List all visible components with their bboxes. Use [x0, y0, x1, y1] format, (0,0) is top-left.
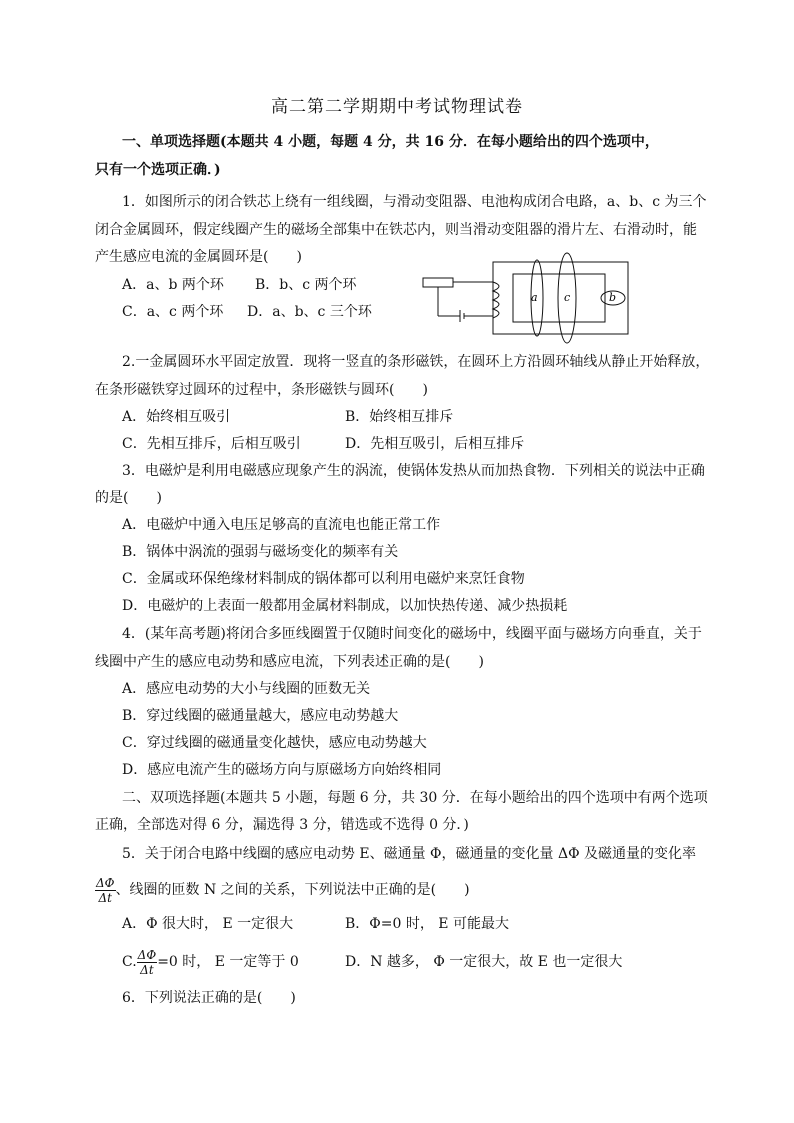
rheostat [423, 278, 453, 287]
q5-option-c-prefix: C. [122, 954, 137, 970]
q4-option-a: A．感应电动势的大小与线圈的匝数无关 [122, 681, 371, 697]
section1-heading-cont: 只有一个选项正确．) [95, 162, 221, 178]
page-title: 高二第二学期期中考试物理试卷 [271, 97, 523, 117]
q1-option-b: B．b、c 两个环 [255, 277, 357, 293]
q3-stem-line1: 3．电磁炉是利用电磁感应现象产生的涡流，使锅体发热从而加热食物．下列相关的说法中正确 [122, 463, 705, 479]
q1-stem-line2: 闭合金属圆环，假定线圈产生的磁场全部集中在铁芯内，则当滑动变阻器的滑片左、右滑动时，能 [95, 222, 697, 238]
q2-option-a: A．始终相互吸引 [122, 409, 231, 425]
q4-stem-line1: 4．(某年高考题)将闭合多匝线圈置于仅随时间变化的磁场中，线圈平面与磁场方向垂直，关于 [122, 626, 702, 642]
q6-stem-line1: 6．下列说法正确的是( ) [122, 990, 296, 1006]
q4-option-d: D．感应电流产生的磁场方向与原磁场方向始终相同 [122, 762, 442, 778]
q2-stem-line1: 2.一金属圆环水平固定放置．现将一竖直的条形磁铁，在圆环上方沿圆环轴线从静止开始释放， [122, 354, 710, 370]
q1-circuit-figure [420, 252, 635, 347]
q3-stem-line2: 的是( ) [95, 490, 162, 506]
q3-option-c: C．金属或环保绝缘材料制成的锅体都可以利用电磁炉来烹饪食物 [122, 571, 525, 587]
fraction-denominator-c: Δt [140, 962, 154, 977]
q5-stem-line1: 5．关于闭合电路中线圈的感应电动势 E、磁通量 Φ，磁通量的变化量 ΔΦ 及磁通量的变化率 [122, 846, 696, 862]
q4-option-c: C．穿过线圈的磁通量变化越快，感应电动势越大 [122, 735, 427, 751]
q2-option-b: B．始终相互排斥 [345, 409, 454, 425]
ring-a-label: a [531, 291, 538, 304]
q4-option-b: B．穿过线圈的磁通量越大，感应电动势越大 [122, 708, 399, 724]
q5-stem-line2 [95, 872, 705, 908]
q1-option-a: A．a、b 两个环 [122, 277, 224, 293]
q4-stem-line2: 线圈中产生的感应电动势和感应电流，下列表述正确的是( ) [95, 654, 484, 670]
coil [493, 282, 499, 318]
section2-heading: 二、双项选择题(本题共 5 小题，每题 6 分，共 30 分．在每小题给出的四个选项中有两个选项 [122, 790, 708, 806]
q3-option-d: D．电磁炉的上表面一般都用金属材料制成，以加快热传递、减少热损耗 [122, 598, 568, 614]
q2-stem-line2: 在条形磁铁穿过圆环的过程中，条形磁铁与圆环( ) [95, 382, 428, 398]
q3-option-a: A．电磁炉中通入电压足够高的直流电也能正常工作 [122, 517, 441, 533]
q1-stem-line1: 1．如图所示的闭合铁芯上绕有一组线圈，与滑动变阻器、电池构成闭合电路，a、b、c 为三个 [122, 194, 707, 210]
q1-stem-line3: 产生感应电流的金属圆环是( ) [95, 249, 302, 265]
rate-fraction-c [137, 948, 158, 977]
section1-heading: 一、单项选择题(本题共 4 小题，每题 4 分，共 16 分．在每小题给出的四个选项中， [122, 134, 659, 150]
fraction-numerator-c: ΔΦ [137, 947, 157, 962]
q1-option-d: D．a、b、c 三个环 [247, 304, 372, 320]
fraction-denominator: Δt [98, 890, 112, 905]
q5-stem-line2-text: 、线圈的匝数 N 之间的关系，下列说法中正确的是( ) [115, 882, 470, 898]
q2-option-d: D．先相互吸引，后相互排斥 [345, 436, 525, 452]
q5-option-a: A．Φ 很大时， E 一定很大 [122, 916, 294, 932]
fraction-numerator: ΔΦ [96, 875, 115, 890]
q2-option-c: C．先相互排斥，后相互吸引 [122, 436, 301, 452]
q5-option-d: D．N 越多， Φ 一定很大，故 E 也一定很大 [345, 954, 623, 970]
q5-option-c-suffix: =0 时， E 一定等于 0 [157, 954, 299, 970]
ring-b-label: b [609, 291, 617, 304]
q5-option-b: B．Φ=0 时， E 可能最大 [345, 916, 509, 932]
q1-option-c: C．a、c 两个环 [122, 304, 224, 320]
q3-option-b: B．锅体中涡流的强弱与磁场变化的频率有关 [122, 544, 399, 560]
rate-fraction [95, 876, 116, 905]
section2-heading-cont: 正确，全部选对得 6 分，漏选得 3 分，错选或不选得 0 分．) [95, 817, 469, 833]
ring-c-label: c [564, 291, 571, 304]
